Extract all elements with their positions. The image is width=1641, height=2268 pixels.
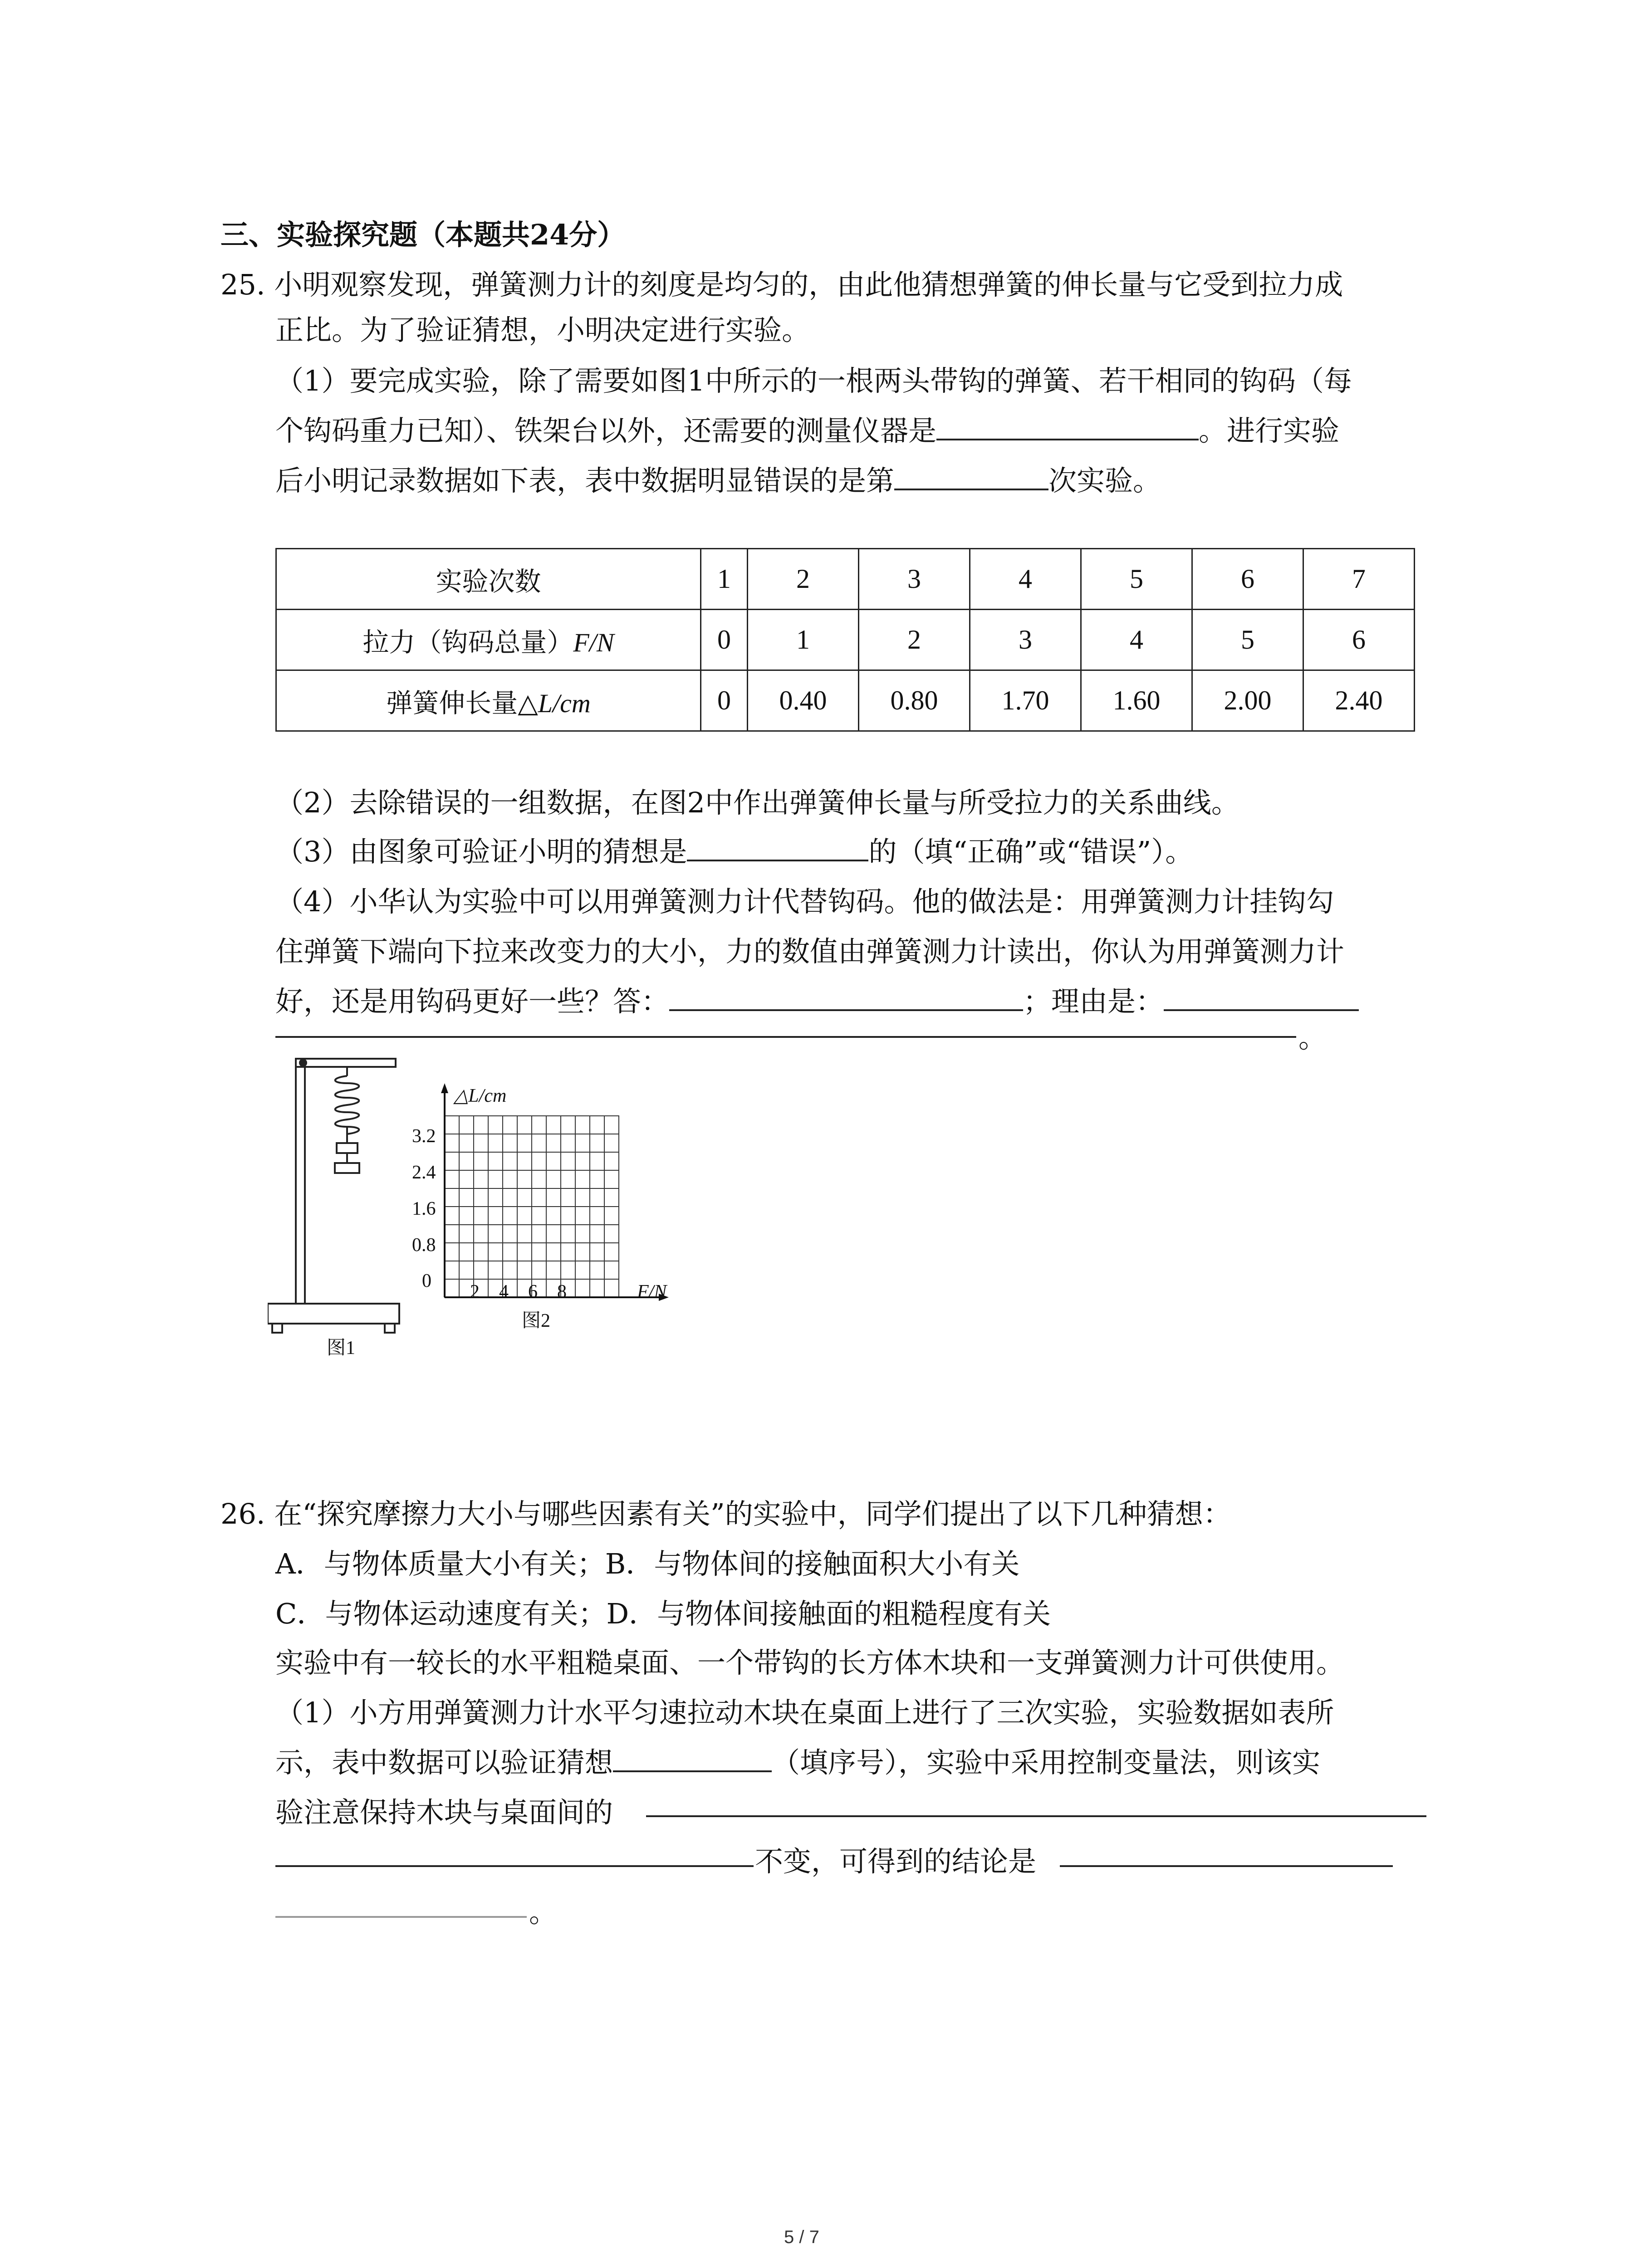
- table-cell: 4: [1081, 610, 1192, 670]
- q26-line4: 实验中有一较长的水平粗糙桌面、一个带钩的长方体木块和一支弹簧测力计可供使用。: [275, 1646, 1345, 1679]
- answer-line-constant[interactable]: [646, 1815, 1426, 1817]
- graph-x-tick: 8: [557, 1281, 567, 1302]
- graph-x-tick: 4: [499, 1281, 509, 1302]
- graph-x-axis-label: F/N: [637, 1281, 667, 1302]
- q25-p4-line3: [275, 983, 1359, 1020]
- table-cell: 1.70: [970, 670, 1081, 731]
- table-cell: 5: [1081, 549, 1192, 610]
- graph-y-axis-label: △L/cm: [454, 1085, 507, 1106]
- table-cell: 2: [859, 610, 970, 670]
- q26-p1-line3: 验注意保持木块与桌面间的: [275, 1796, 613, 1829]
- q26-p1-line2-tail: （填序号），实验中采用控制变量法，则该实: [772, 1746, 1321, 1779]
- graph-y-tick: 1.6: [412, 1198, 436, 1219]
- table-cell: 0.80: [859, 670, 970, 731]
- q25-p1-line2: [275, 413, 1339, 449]
- table-cell: 0: [701, 670, 748, 731]
- section-title: 三、实验探究题（本题共24分）: [220, 218, 626, 251]
- q26-p1-line4: 不变，可得到的结论是: [755, 1845, 1037, 1878]
- q25-p1-line3-tail: 次实验。: [1048, 464, 1161, 497]
- table-header-force: 拉力（钩码总量）F/N: [276, 610, 701, 670]
- table-cell: 0: [701, 610, 748, 670]
- table-row-force: [276, 610, 1415, 670]
- table-cell: 3: [859, 549, 970, 610]
- answer-line-conclusion[interactable]: [1060, 1865, 1393, 1867]
- table-cell: 6: [1192, 549, 1303, 610]
- q25-p4-line1: （4）小华认为实验中可以用弹簧测力计代替钩码。他的做法是：用弹簧测力计挂钩勾: [275, 885, 1334, 918]
- graph-y-tick: 2.4: [412, 1162, 436, 1183]
- graph-origin-label: 0: [422, 1271, 431, 1291]
- table-cell: 2: [748, 549, 859, 610]
- graph-grid: [445, 1116, 619, 1297]
- graph-x-tick: 6: [528, 1281, 538, 1302]
- table-cell: 1: [701, 549, 748, 610]
- q25-line1: 25. 小明观察发现，弹簧测力计的刻度是均匀的，由此他猜想弹簧的伸长量与它受到拉力成: [220, 268, 1343, 301]
- figure1-label: 图1: [327, 1338, 356, 1359]
- figure1-spring-stand: [268, 1052, 417, 1343]
- q25-p4-line2: 住弹簧下端向下拉来改变力的大小，力的数值由弹簧测力计读出，你认为用弹簧测力计: [275, 935, 1345, 968]
- graph-y-tick: 3.2: [412, 1126, 436, 1147]
- table-cell: 2.40: [1303, 670, 1415, 731]
- answer-line-conclusion-continued[interactable]: [275, 1916, 527, 1918]
- table-cell: 5: [1192, 610, 1303, 670]
- table-cell: 7: [1303, 549, 1415, 610]
- q25-line2: 正比。为了验证猜想，小明决定进行实验。: [275, 313, 810, 347]
- q25-p2: （2）去除错误的一组数据，在图2中作出弹簧伸长量与所受拉力的关系曲线。: [275, 786, 1239, 819]
- q26-p1-line2-text: 示，表中数据可以验证猜想: [275, 1746, 613, 1779]
- table-header-trials: 实验次数: [276, 549, 701, 610]
- graph-y-tick: 0.8: [412, 1235, 436, 1256]
- answer-blank-guess[interactable]: [687, 835, 868, 861]
- q25-p1-line2-tail: 。进行实验: [1199, 414, 1340, 447]
- q25-p3-tail: 的（填“正确”或“错误”）。: [868, 835, 1194, 868]
- table-cell: 4: [970, 549, 1081, 610]
- answer-line-reason-continued[interactable]: [275, 1036, 1296, 1038]
- figure2-label: 图2: [522, 1310, 551, 1331]
- q25-p4-line3-mid: ；理由是：: [1023, 985, 1164, 1018]
- answer-blank-choice[interactable]: [669, 985, 1023, 1011]
- q26-line2: A．与物体质量大小有关；B．与物体间的接触面积大小有关: [275, 1547, 1020, 1580]
- q26-line1: 26. 在“探究摩擦力大小与哪些因素有关”的实验中，同学们提出了以下几种猜想：: [220, 1497, 1231, 1530]
- answer-blank-instrument[interactable]: [936, 414, 1199, 440]
- figure2-graph: [399, 1080, 690, 1311]
- table-cell: 6: [1303, 610, 1415, 670]
- q25-p1-line3: [275, 463, 1161, 499]
- table-cell: 3: [970, 610, 1081, 670]
- q26-line3: C．与物体运动速度有关；D．与物体间接触面的粗糙程度有关: [275, 1597, 1051, 1630]
- answer-blank-hypothesis[interactable]: [613, 1746, 772, 1772]
- graph-x-tick: 2: [470, 1281, 480, 1302]
- q25-p1-line2-text: 个钩码重力已知）、铁架台以外，还需要的测量仪器是: [275, 414, 937, 447]
- q25-p1-line3-text: 后小明记录数据如下表，表中数据明显错误的是第: [275, 464, 895, 497]
- table-row-trials: [276, 549, 1415, 610]
- table-header-extension: 弹簧伸长量△L/cm: [276, 670, 701, 731]
- page-number: 5 / 7: [784, 2227, 819, 2247]
- data-table: [275, 548, 1415, 732]
- q26-p1-line1: （1）小方用弹簧测力计水平匀速拉动木块在桌面上进行了三次实验，实验数据如表所: [275, 1696, 1334, 1729]
- q25-p4-line3-text: 好，还是用钩码更好一些？答：: [275, 985, 670, 1018]
- answer-line-constant-continued[interactable]: [275, 1865, 754, 1867]
- q26-p1-end: 。: [529, 1896, 558, 1929]
- table-cell: 0.40: [748, 670, 859, 731]
- table-cell: 2.00: [1192, 670, 1303, 731]
- answer-blank-reason[interactable]: [1164, 985, 1359, 1011]
- q25-p3-text: （3）由图象可验证小明的猜想是: [275, 835, 687, 868]
- q25-p1-line1: （1）要完成实验，除了需要如图1中所示的一根两头带钩的弹簧、若干相同的钩码（每: [275, 364, 1352, 397]
- answer-blank-trial[interactable]: [894, 464, 1048, 490]
- table-cell: 1: [748, 610, 859, 670]
- q26-p1-line2: [275, 1745, 1320, 1781]
- q25-p3: [275, 834, 1193, 870]
- table-row-extension: [276, 670, 1415, 731]
- q25-p4-end: 。: [1298, 1021, 1327, 1054]
- table-cell: 1.60: [1081, 670, 1192, 731]
